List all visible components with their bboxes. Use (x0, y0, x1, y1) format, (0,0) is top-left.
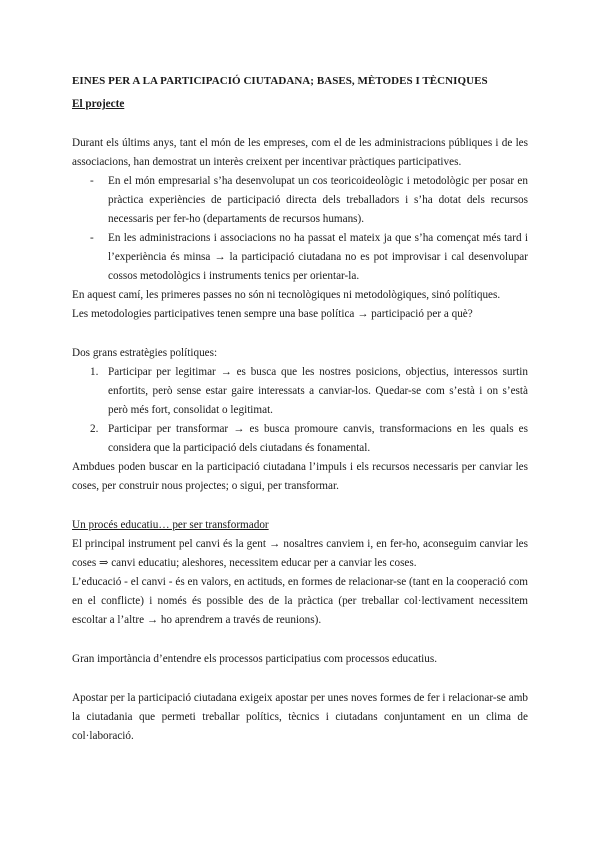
list-item (72, 172, 528, 229)
document-page (72, 72, 528, 746)
section-heading-educational: Un procés educatiu… per ser transformador (72, 519, 269, 531)
paragraph: Ambdues poden buscar en la participació ciutadana l’impuls i els recursos necessaris per canviar les coses, per construir nous projectes; o sigui, per transformar. (72, 461, 528, 492)
list-number: 2. (90, 423, 99, 435)
document-title: EINES PER A LA PARTICIPACIÓ CIUTADANA; BASES, MÈTODES I TÈCNIQUES (72, 75, 488, 87)
bullet-text: En el món empresarial s’ha desenvolupat un cos teoricoideològic i metodològic per posar en pràctica experiències de participació directa dels treballadors i s’ha dotat dels recursos necessaris per fer-ho (departaments de recursos humans). (108, 175, 528, 225)
paragraph: Gran importància d’entendre els processos participatius com processos educatius. (72, 653, 438, 665)
list-item (72, 420, 528, 458)
paragraph: Apostar per la participació ciutadana exigeix apostar per unes noves formes de fer i relacionar-se amb la ciutadania que permeti treballar polítics, tècnics i ciutadans conjuntament en un clima de col·laboració. (72, 692, 528, 742)
paragraph: En aquest camí, les primeres passes no són ni tecnològiques ni metodològiques, sinó polítiques. (72, 289, 501, 301)
bullet-text: En les administracions i associacions no ha passat el mateix ja que s’ha començat més tard i l’experiència és minsa → la participació ciutadana no es pot improvisar i cal desenvolupar cossos metodològics i instruments tenics per orientar-la. (108, 232, 528, 282)
numbered-list (72, 363, 528, 458)
list-number: 1. (90, 366, 99, 378)
bullet-marker: - (90, 232, 94, 244)
bullet-marker: - (90, 175, 94, 187)
paragraph: Les metodologies participatives tenen sempre una base política → participació per a què? (72, 308, 473, 320)
intro-paragraph: Durant els últims anys, tant el món de les empreses, com el de les administracions públiques i de les associacions, han demostrat un interès creixent per incentivar pràctiques participatives. (72, 137, 528, 168)
paragraph: El principal instrument pel canvi és la gent → nosaltres canviem i, en fer-ho, aconseguim canviar les coses ⇒ canvi educatiu; aleshores, necessitem educar per a canviar les coses. (72, 538, 528, 569)
list-item-text: Participar per transformar → es busca promoure canvis, transformacions en les quals es considera que la participació dels ciutadans és fonamental. (108, 423, 528, 454)
bullet-list (72, 172, 528, 286)
list-item-text: Participar per legitimar → es busca que les nostres posicions, objectius, interessos surtin enfortits, però sense estar gaire interessats a canviar-los. Quedar-se com s’està i on s’està però més fort, consolidat o legitimat. (108, 366, 528, 416)
strategies-lead: Dos grans estratègies polítiques: (72, 347, 218, 359)
paragraph: L’educació - el canvi - és en valors, en actituds, en formes de relacionar-se (tant en la cooperació com en el conflicte) i només és possible des de la pràctica (per treballar col·lectivament necessitem escoltar a l’altre → ho aprendrem a través de reunions). (72, 576, 528, 626)
list-item (72, 363, 528, 420)
section-heading-project: El projecte (72, 98, 125, 110)
list-item (72, 229, 528, 286)
